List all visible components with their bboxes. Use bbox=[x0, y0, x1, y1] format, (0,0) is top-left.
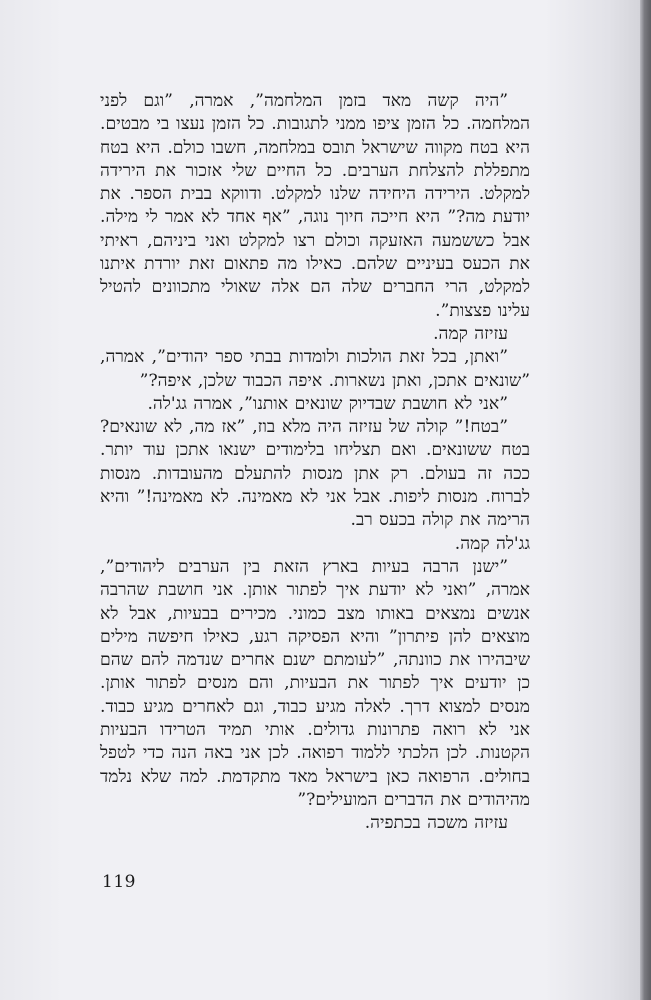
paragraph: עזיזה קמה. bbox=[433, 323, 508, 344]
paragraph: ”היה קשה מאד בזמן המלחמה”, אמרה, ”וגם לפני המלחמה. כל הזמן ציפו ממני לתגובות. כל הזמן נעצו בי מבטים. היא בטח מקווה שישראל תובס במלחמה, חשבו כולם. היא בטח מתפללת להצלחת הערבים. כל החיים שלי אזכור את הירידה למקלט. הירידה היחידה שלנו למקלט. ודווקא בבית הספר. את יודעת מה?” היא חייכה חיוך נוגה, ”אף אחד לא אמר לי מילה. אבל כששמעה האזעקה וכולם רצו למקלט ואני ביניהם, ראיתי את הכעס בעיניים שלהם. כאילו מה פתאום זאת יורדת איתנו למקלט, הרי החברים שלה הם אלה שאולי מתכוונים להטיל עלינו פצצות”. bbox=[100, 91, 530, 321]
page-body-text bbox=[100, 90, 530, 836]
paragraph: ”ואתן, בכל זאת הולכות ולומדות בבתי ספר יהודים”, אמרה, ”שונאים אתכן, ואתן נשארות. איפה הכבוד שלכן, איפה?” bbox=[100, 347, 530, 391]
paragraph: גג'לה קמה. bbox=[454, 533, 530, 554]
paragraph: ”בטח!” קולה של עזיזה היה מלא בוז, ”אז מה, לא שונאים? בטח ששונאים. ואם תצליחו בלימודים ישנאו אתכן עוד יותר. ככה זה בעולם. רק אתן מנסות להתעלם מהעובדות. מנסות לברוח. מנסות ליפות. אבל אני לא מאמינה. לא מאמינה!” והיא הרימה את קולה בכעס רב. bbox=[100, 417, 530, 531]
page-number: 119 bbox=[102, 872, 136, 892]
paragraph: ”אני לא חושבת שבדיוק שונאים אותנו”, אמרה גג'לה. bbox=[147, 393, 508, 414]
book-spine-shadow bbox=[640, 0, 651, 1000]
paragraph: עזיזה משכה בכתפיה. bbox=[364, 813, 508, 834]
paragraph: ”ישנן הרבה בעיות בארץ הזאת בין הערבים ליהודים”, אמרה, ”ואני לא יודעת איך לפתור אותן. אני חושבת שהרבה אנשים נמצאים באותו מצב כמוני. מכירים בבעיות, אבל לא מוצאים להן פיתרון” והיא הפסיקה רגע, כאילו חיפשה מילים שיבהירו את כוונתה, ”לעומתם ישנם אחרים שנדמה להם שהם כן יודעים איך לפתור את הבעיות, והם מנסים לפתור אותן. מנסים למצוא דרך. לאלה מגיע כבוד, וגם לאחרים מגיע כבוד. אני לא רואה פתרונות גדולים. אותי תמיד הטרידו הבעיות הקטנות. לכן הלכתי ללמוד רפואה. לכן אני באה הנה כדי לטפל בחולים. הרפואה כאן בישראל מאד מתקדמת. למה שלא נלמד מהיהודים את הדברים המועילים?” bbox=[100, 556, 530, 810]
